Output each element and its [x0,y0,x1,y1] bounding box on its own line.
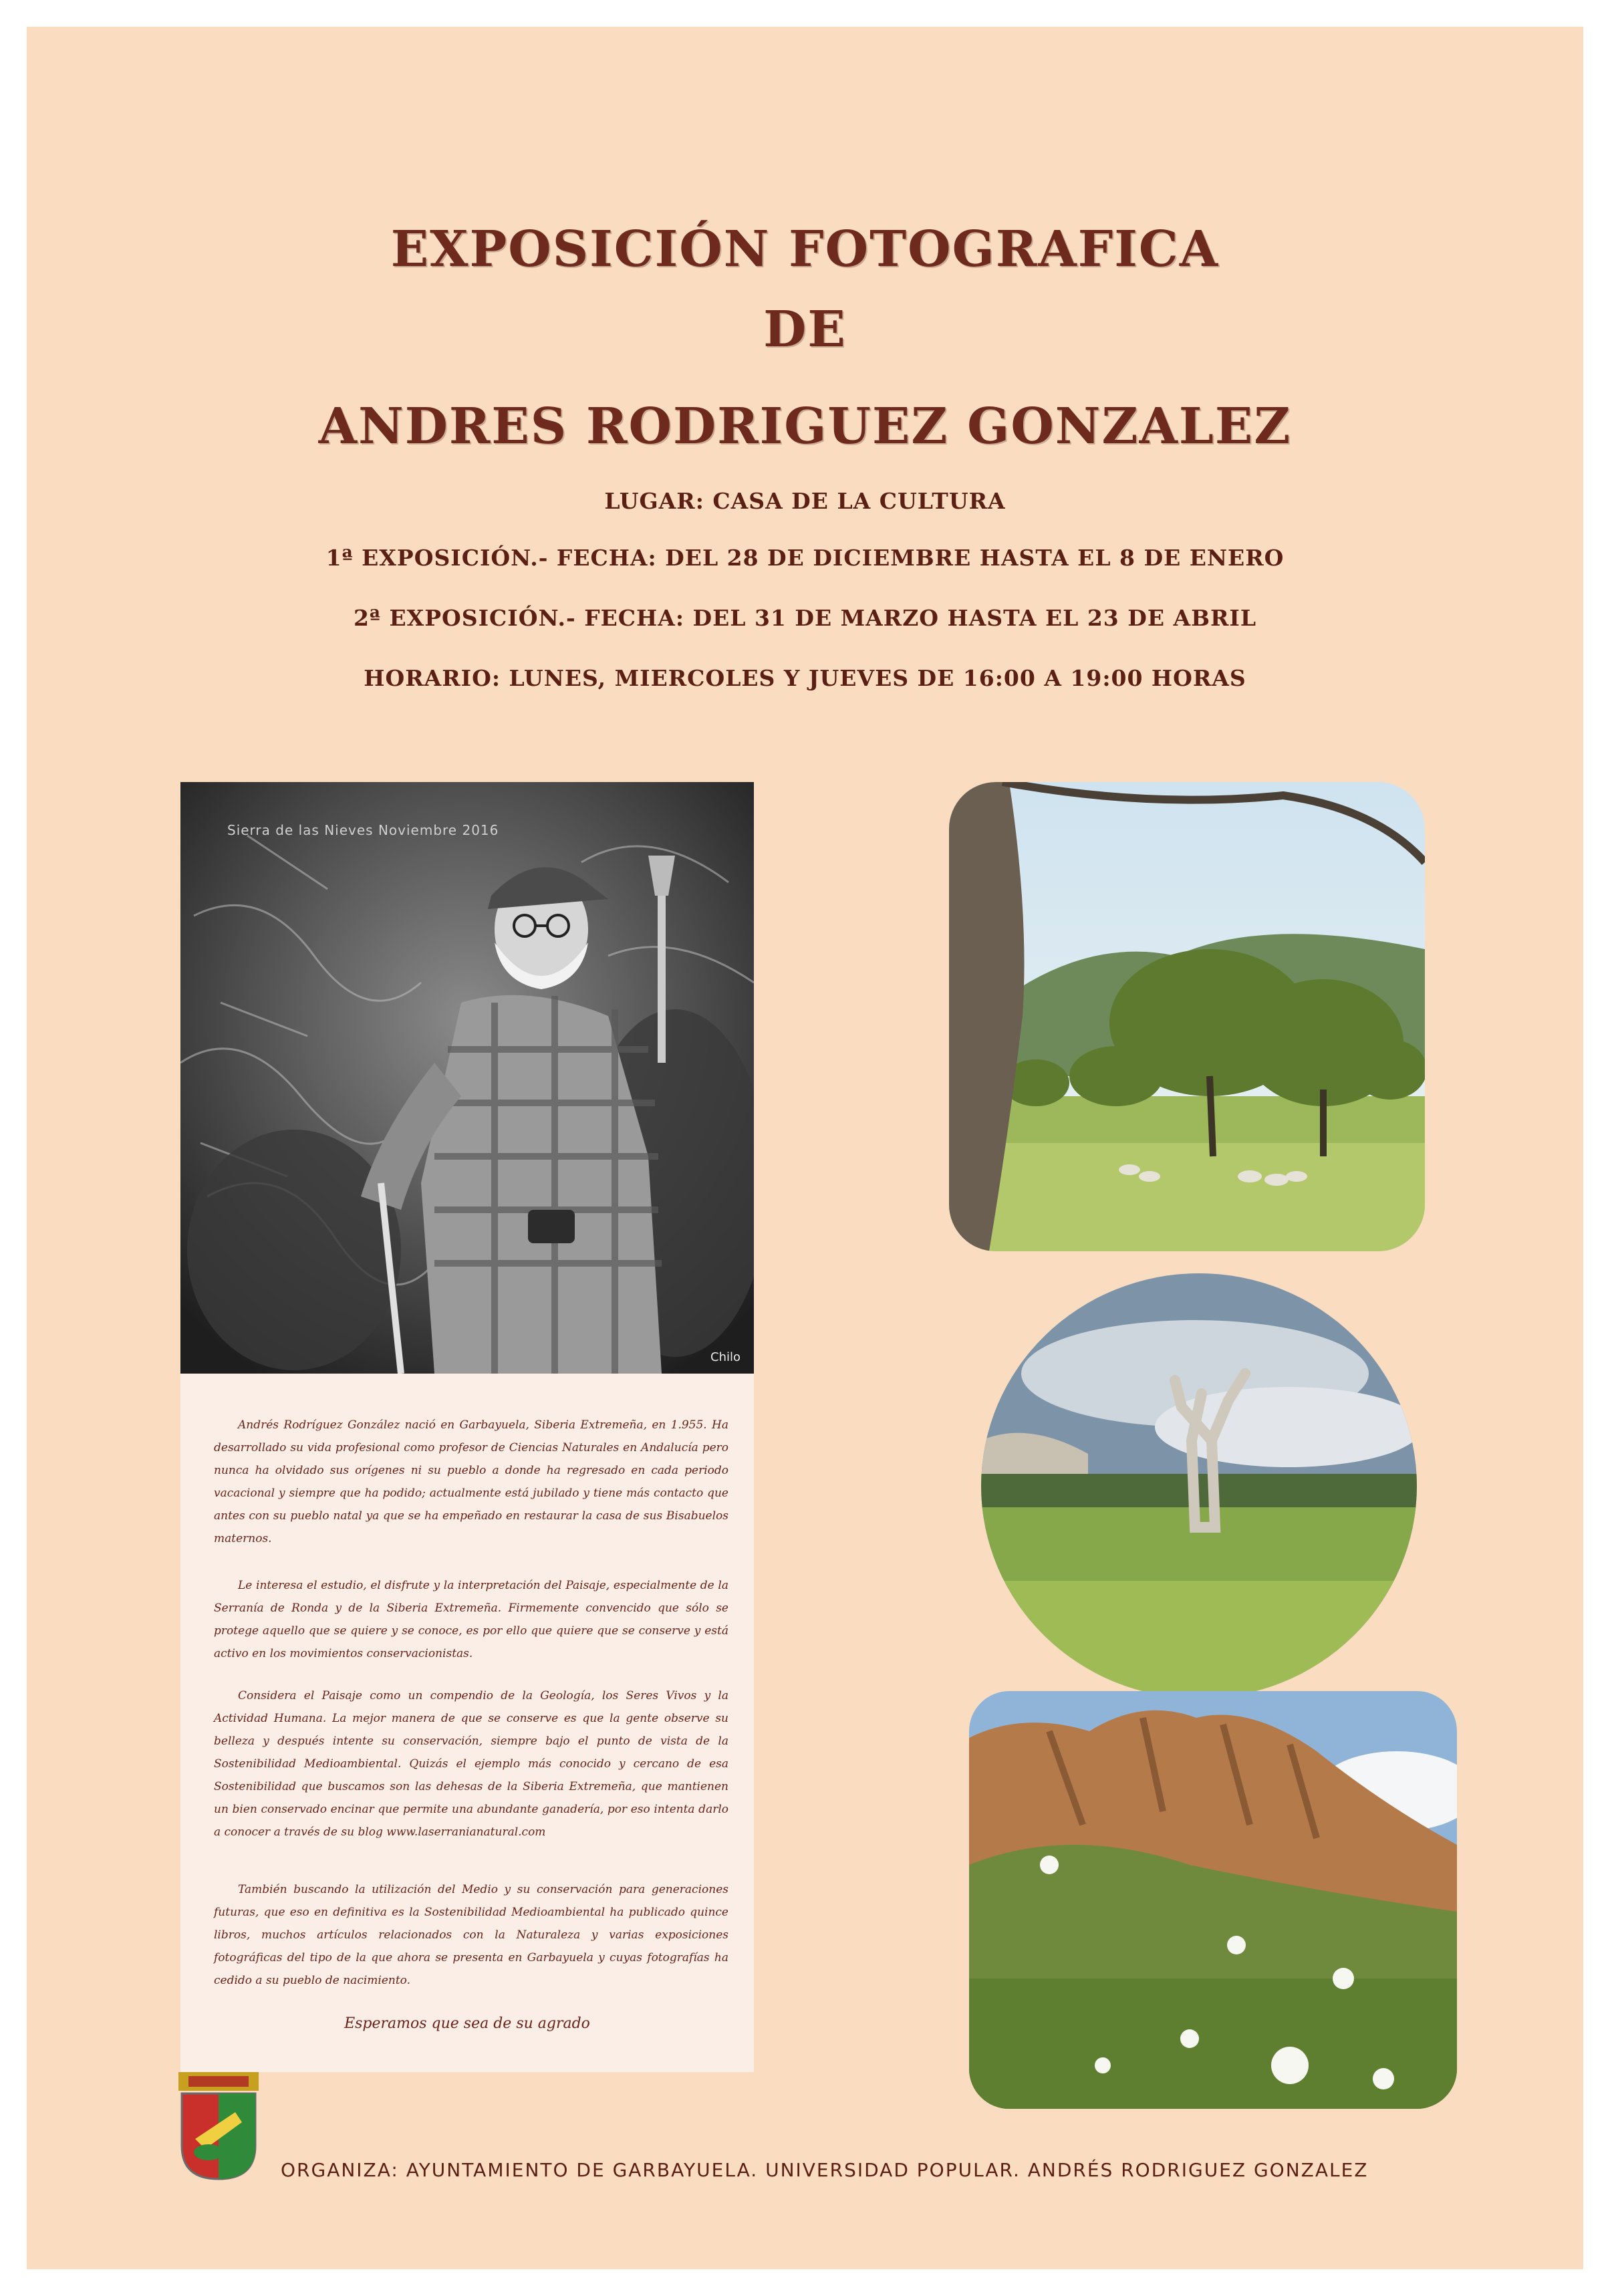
title-line-1: EXPOSICIÓN FOTOGRAFICA [390,221,1220,278]
photo-stamp-text: Sierra de las Nieves Noviembre 2016 [227,822,499,838]
landscape-photo-dehesa [949,782,1425,1251]
dehesa-illustration [949,782,1425,1251]
bio-paragraph-3: Considera el Paisaje como un compendio de la Geología, los Seres Vivos y la Actividad Humana. La mejor manera de que se conserve es que la gente observe su belleza y después intente su conservación, siempre bajo el punto de vista de la Sostenibilidad Medioambiental. Quizás el ejemplo más conocido y cercano de esa Sostenibilidad que buscamos son las dehesas de la Siberia Extremeña, que mantienen un bien conservado encinar que permite una abundante ganadería, por eso intenta darlo a conocer a través de su blog www.laserranianatural.com [214,1689,728,1839]
portrait-illustration [180,782,754,1374]
landscape-photo-lone-tree [981,1273,1417,1698]
bio-paragraph-2: Le interesa el estudio, el disfrute y la interpretación del Paisaje, especialmente de la Serranía de Ronda y de la Siberia Extremeña. Firmemente convencido que sólo se protege aquello que se quiere y se conoce, es por ello que quiere que se conserve y está activo en los movimientos conservacionistas. [214,1579,728,1660]
place-line: LUGAR: CASA DE LA CULTURA [604,488,1006,514]
exhibition-1-dates: 1ª EXPOSICIÓN.- FECHA: DEL 28 DE DICIEMBRE HASTA EL 8 DE ENERO [325,545,1285,571]
mountain-illustration [969,1691,1457,2109]
title-line-2: DE [763,301,847,358]
bio-paragraph-1: Andrés Rodríguez González nació en Garbayuela, Siberia Extremeña, en 1.955. Ha desarrollado su vida profesional como profesor de Ciencias Naturales en Andalucía pero nunca ha olvidado sus orígenes ni su pueblo a donde ha regresado en cada periodo vacacional y siempre que ha podido; actualmente está jubilado y tiene más contacto que antes con su pueblo natal ya que se ha empeñado en restaurar la casa de sus Bisabuelos maternos. [214,1418,728,1545]
portrait-photo [180,782,754,1374]
organizer-footer: ORGANIZA: AYUNTAMIENTO DE GARBAYUELA. UNIVERSIDAD POPULAR. ANDRÉS RODRIGUEZ GONZALEZ [281,2159,1369,2181]
photo-credit: Chilo [710,1350,741,1364]
opening-hours: HORARIO: LUNES, MIERCOLES Y JUEVES DE 16:00 A 19:00 HORAS [364,665,1246,691]
landscape-photo-mountain [969,1691,1457,2109]
municipal-emblem [175,2072,262,2182]
biography-box [180,1374,754,2072]
bio-paragraph-4: También buscando la utilización del Medio y su conservación para generaciones futuras, que eso en definitiva es la Sostenibilidad Medioambiental ha publicado quince libros, muchos artículos relacionados con la Naturaleza y varias exposiciones fotográficas del tipo de la que ahora se presenta en Garbayuela y cuyas fotografías ha cedido a su pueblo de nacimiento. [214,1883,728,1987]
bio-closing: Esperamos que sea de su agrado [344,2015,590,2032]
coat-of-arms-icon [175,2072,262,2182]
title-line-3: ANDRES RODRIGUEZ GONZALEZ [318,398,1292,455]
lone-tree-illustration [981,1273,1417,1698]
exhibition-2-dates: 2ª EXPOSICIÓN.- FECHA: DEL 31 DE MARZO HASTA EL 23 DE ABRIL [353,605,1257,631]
